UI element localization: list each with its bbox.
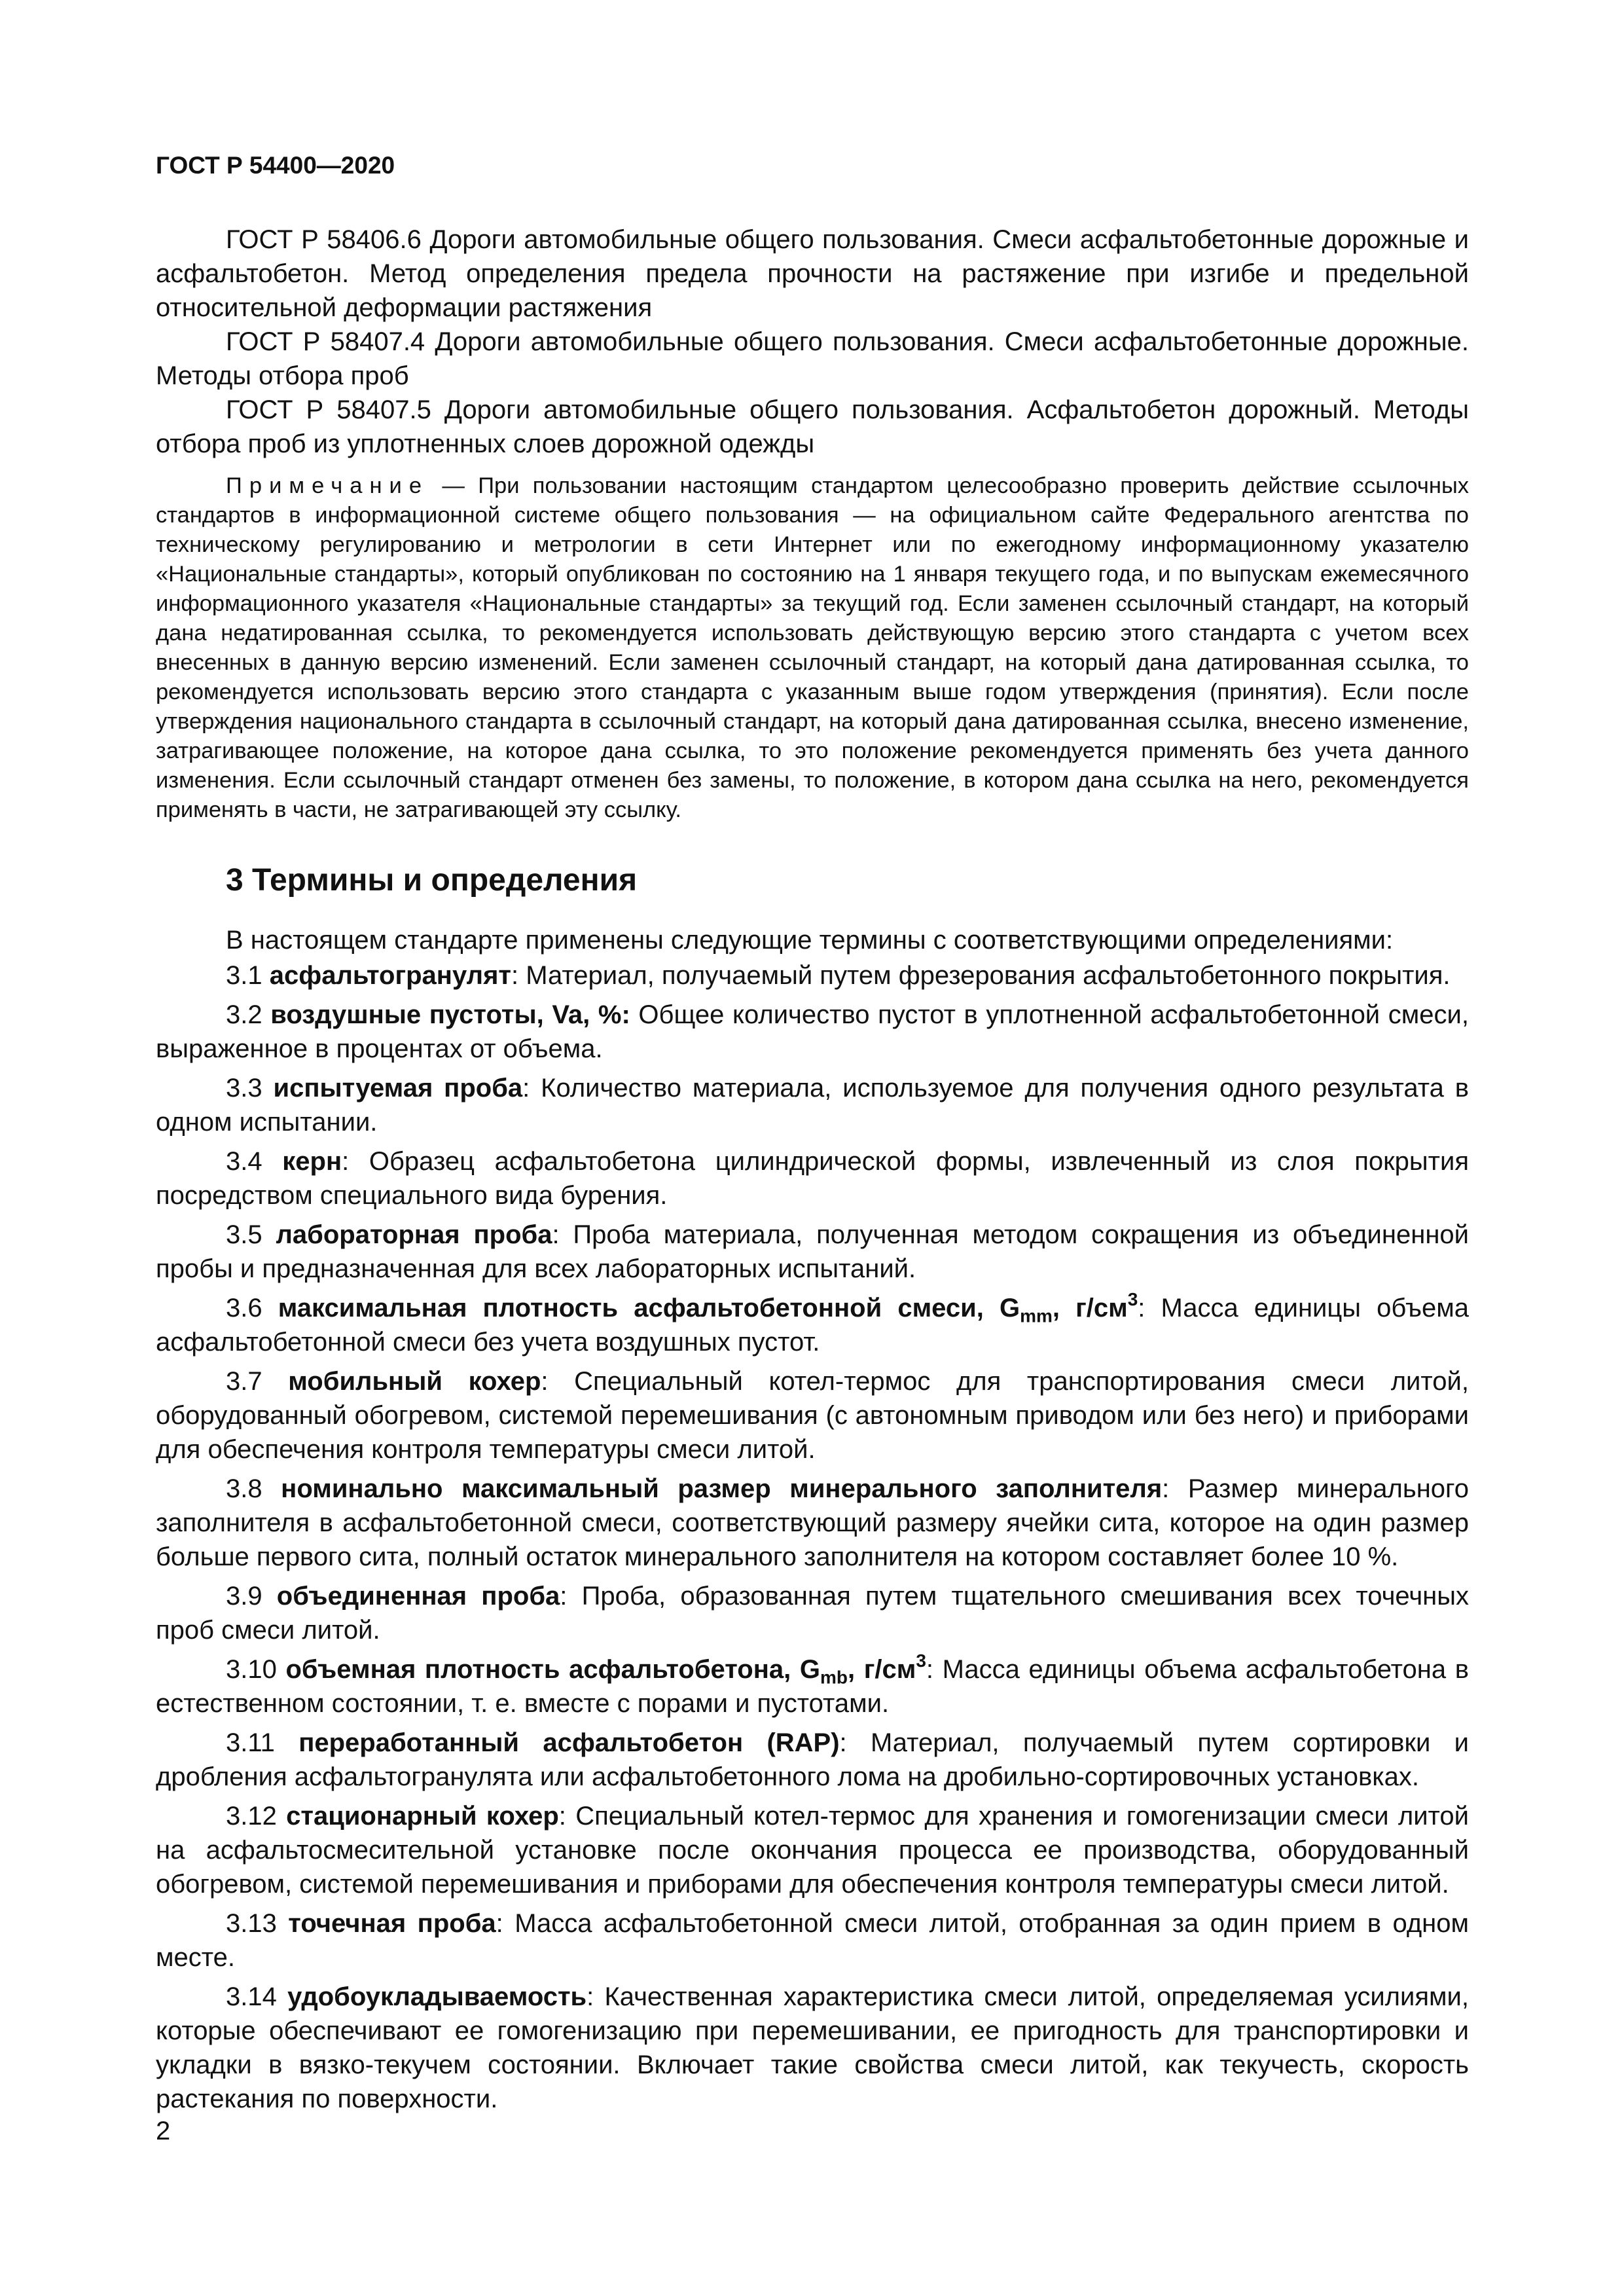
reference-item: ГОСТ Р 58406.6 Дороги автомобильные общего пользования. Смеси асфальтобетонные дорожные и асфальтобетон. Метод определения предела прочности на растяжение при изгибе и предельной относительной деформации растяжения [156,225,1469,322]
term-item: 3.10 объемная плотность асфальтобетона, $G_{mb}$, $г/см^3$: Масса единицы объема асфальтобетона в естественном состоянии, т. е. вместе с порами и пустотами. [156,1650,1469,1718]
term-name: объемная плотность асфальтобетона, $G_{mb}$, $г/см^3$ [285,1650,926,1688]
term-name: воздушные пустоты, Va, %: [270,1000,630,1029]
term-name: испытуемая проба [273,1074,523,1102]
term-item: 3.12 стационарный кохер: Специальный котел-термос для хранения и гомогенизации смеси литой на асфальтосмесительной установке после окончания процесса ее производства, оборудованный обогревом, системой перемешивания и приборами для обеспечения контроля температуры смеси литой. [156,1802,1470,1899]
term-definition: : Образец асфальтобетона цилиндрической формы, извлеченный из слоя покрытия посредством специального вида бурения. [156,1147,1469,1210]
term-item: 3.3 испытуемая проба: Количество материала, используемое для получения одного результата в одном испытании. [156,1074,1469,1137]
term-definition: : Масса асфальтобетонной смеси литой, отобранная за один прием в одном месте. [156,1909,1469,1972]
term-name: мобильный кохер [288,1367,541,1396]
term-item: 3.11 переработанный асфальтобетон (RAP): Материал, получаемый путем сортировки и дробления асфальтогранулята или асфальтобетонного лома на дробильно-сортировочных установках. [156,1728,1469,1791]
term-item: 3.4 керн: Образец асфальтобетона цилиндрической формы, извлеченный из слоя покрытия посредством специального вида бурения. [156,1147,1469,1210]
term-name: максимальная плотность асфальтобетонной смеси, $G_{mm}$, $г/см^3$ [278,1289,1138,1326]
terms-list [156,923,1469,2121]
term-name: точечная проба [288,1909,496,1938]
term-definition: : Специальный котел-термос для хранения и гомогенизации смеси литой на асфальтосмесительной установке после окончания процесса ее производства, оборудованный обогревом, системой перемешивания и приборами для обеспечения контроля температуры смеси литой. [156,1802,1470,1899]
term-item: 3.13 точечная проба: Масса асфальтобетонной смеси литой, отобранная за один прием в одном месте. [156,1909,1469,1972]
term-name: удобоукладываемость [287,1982,587,2011]
term-item: 3.5 лабораторная проба: Проба материала, полученная методом сокращения из объединенной пробы и предназначенная для всех лабораторных испытаний. [156,1220,1470,1283]
normative-references [156,223,1469,461]
term-name: номинально максимальный размер минерального заполнителя [281,1474,1163,1503]
term-definition: : Масса единицы объема асфальтобетона в естественном состоянии, т. е. вместе с порами и пустотами. [156,1655,1469,1718]
term-name: стационарный кохер [286,1802,559,1831]
term-definition: : Специальный котел-термос для транспортирования смеси литой, оборудованный обогревом, системой перемешивания (с автономным приводом или без него) и приборами для обеспечения контроля температуры смеси литой. [156,1367,1469,1464]
term-definition: : Масса единицы объема асфальтобетонной смеси без учета воздушных пустот. [156,1294,1469,1357]
note-text: — При пользовании настоящим стандартом целесообразно проверить действие ссылочных стандартов в информационной системе общего пользования — на официальном сайте Федерального агентства по техническому регулированию и метрологии в сети Интернет или по ежегодному информационному указателю «Национальные стандарты», который опубликован по состоянию на 1 января текущего года, и по выпускам ежемесячного информационного указателя «Национальные стандарты» за текущий год. Если заменен ссылочный стандарт, на который дана недатированная ссылка, то рекомендуется использовать действующую версию этого стандарта с учетом всех внесенных в данную версию изменений. Если заменен ссылочный стандарт, на который дана датированная ссылка, то рекомендуется использовать версию этого стандарта с указанным выше годом утверждения (принятия). Если после утверждения национального стандарта в ссылочный стандарт, на который дана датированная ссылка, внесено изменение, затрагивающее положение, на которое дана ссылка, то это положение рекомендуется применять без учета данного изменения. Если ссылочный стандарт отменен без замены, то положение, в котором дана ссылка на него, рекомендуется применять в части, не затрагивающей эту ссылку. [156,473,1469,822]
term-definition: : Размер минерального заполнителя в асфальтобетонной смеси, соответствующий размеру ячейки сита, которое на один размер больше первого сита, полный остаток минерального заполнителя на котором составляет более 10 %. [156,1474,1470,1571]
term-definition: : Проба, образованная путем тщательного смешивания всех точечных проб смеси литой. [156,1582,1470,1645]
term-definition: : Материал, получаемый путем сортировки и дробления асфальтогранулята или асфальтобетонного лома на дробильно-сортировочных установках. [156,1728,1469,1791]
term-item: 3.1 асфальтогранулят: Материал, получаемый путем фрезерования асфальтобетонного покрытия. [226,961,1451,990]
term-definition: : Количество материала, используемое для получения одного результата в одном испытании. [156,1074,1469,1137]
note-paragraph [156,471,1469,825]
page-number: 2 [156,2117,171,2145]
term-item: 3.6 максимальная плотность асфальтобетонной смеси, $G_{mm}$, $г/см^3$: Масса единицы объема асфальтобетонной смеси без учета воздушных пустот. [156,1289,1469,1357]
term-definition: : Проба материала, полученная методом сокращения из объединенной пробы и предназначенная для всех лабораторных испытаний. [156,1220,1470,1283]
term-name: лабораторная проба [276,1220,552,1249]
note-label: Примечание [226,473,429,498]
term-item: 3.2 воздушные пустоты, Va, %: Общее количество пустот в уплотненной асфальтобетонной смеси, выраженное в процентах от объема. [156,1000,1469,1063]
term-name: керн [282,1147,342,1176]
term-item: 3.8 номинально максимальный размер минерального заполнителя: Размер минерального заполнителя в асфальтобетонной смеси, соответствующий размеру ячейки сита, которое на один размер больше первого сита, полный остаток минерального заполнителя на котором составляет более 10 %. [156,1474,1470,1571]
term-item: 3.7 мобильный кохер: Специальный котел-термос для транспортирования смеси литой, оборудованный обогревом, системой перемешивания (с автономным приводом или без него) и приборами для обеспечения контроля температуры смеси литой. [156,1367,1469,1464]
term-item: 3.14 удобоукладываемость: Качественная характеристика смеси литой, определяемая усилиями, которые обеспечивают ее гомогенизацию при перемешивании, ее пригодность для транспортировки и укладки в вязко-текучем состоянии. Включает такие свойства смеси литой, как текучесть, скорость растекания по поверхности. [156,1982,1469,2113]
section-title: 3 Термины и определения [226,863,638,898]
term-definition: : Качественная характеристика смеси литой, определяемая усилиями, которые обеспечивают ее гомогенизацию при перемешивании, ее пригодность для транспортировки и укладки в вязко-текучем состоянии. Включает такие свойства смеси литой, как текучесть, скорость растекания по поверхности. [156,1982,1469,2113]
reference-item: ГОСТ Р 58407.5 Дороги автомобильные общего пользования. Асфальтобетон дорожный. Методы отбора проб из уплотненных слоев дорожной одежды [156,395,1469,458]
section-intro: В настоящем стандарте применены следующие термины с соответствующими определениями: [226,926,1394,955]
term-name: асфальтогранулят [269,961,512,990]
term-definition: Общее количество пустот в уплотненной асфальтобетонной смеси, выраженное в процентах от объема. [156,1000,1469,1063]
document-header: ГОСТ Р 54400—2020 [156,152,395,179]
term-item: 3.9 объединенная проба: Проба, образованная путем тщательного смешивания всех точечных проб смеси литой. [156,1582,1470,1645]
term-name: объединенная проба [276,1582,560,1611]
term-name: переработанный асфальтобетон (RAP) [298,1728,840,1757]
reference-item: ГОСТ Р 58407.4 Дороги автомобильные общего пользования. Смеси асфальтобетонные дорожные. Методы отбора проб [156,327,1469,390]
term-definition: : Материал, получаемый путем фрезерования асфальтобетонного покрытия. [511,961,1451,990]
